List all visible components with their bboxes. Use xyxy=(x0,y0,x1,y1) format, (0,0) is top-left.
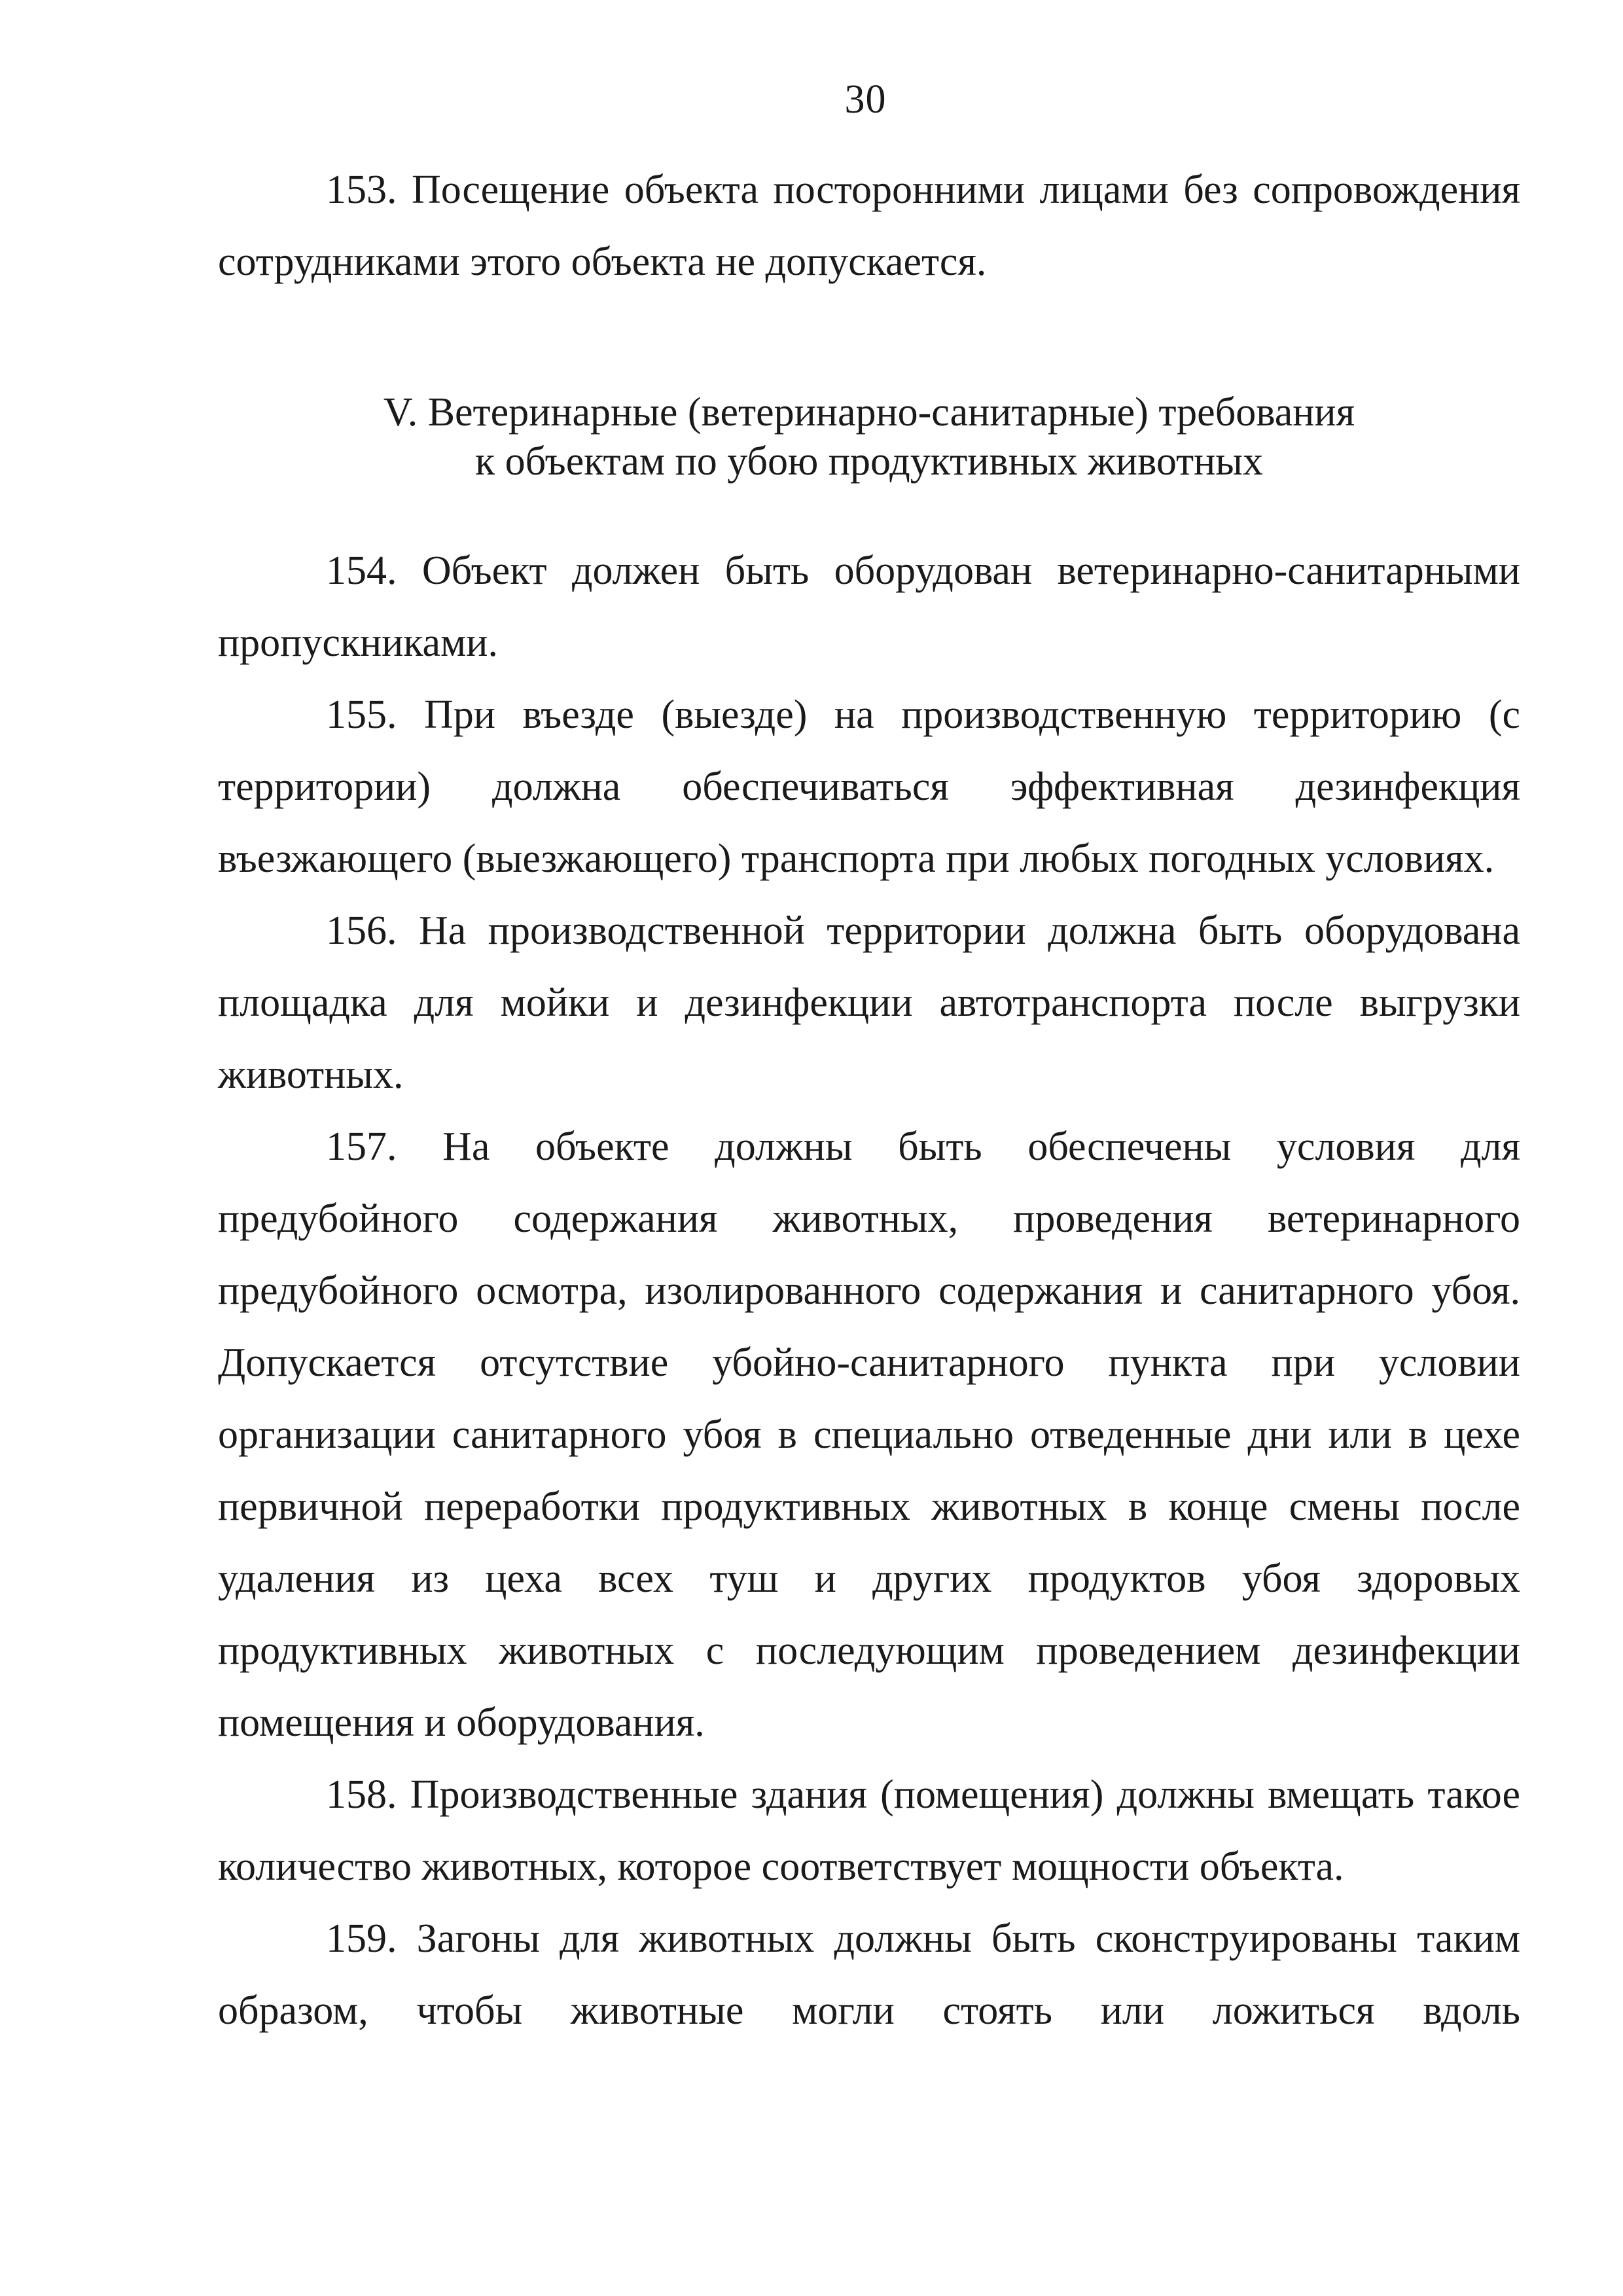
paragraph-153: 153. Посещение объекта посторонними лицами без сопровождения сотрудниками этого объекта не допускается. xyxy=(218,168,1520,284)
section-iv-tail xyxy=(218,154,1520,298)
section-heading-line-2: к объектам по убою продуктивных животных xyxy=(475,439,1263,484)
paragraph-156: 156. На производственной территории должна быть оборудована площадка для мойки и дезинфекции автотранспорта после выгрузки животных. xyxy=(218,908,1520,1097)
paragraph-155: 155. При въезде (выезде) на производственную территорию (с территории) должна обеспечиваться эффективная дезинфекция въезжающего (выезжающего) транспорта при любых погодных условиях. xyxy=(218,692,1520,881)
paragraph-157: 157. На объекте должны быть обеспечены условия для предубойного содержания животных, проведения ветеринарного предубойного осмотра, изолированного содержания и санитарного убоя. Допускается отсутствие убойно-санитарного пункта при условии организации санитарного убоя в специально отведенные дни или в цехе первичной переработки продуктивных животных в конце смены после удаления из цеха всех туш и других продуктов убоя здоровых продуктивных животных с последующим проведением дезинфекции помещения и оборудования. xyxy=(218,1124,1520,1745)
paragraph-154: 154. Объект должен быть оборудован ветеринарно-санитарными пропускниками. xyxy=(218,548,1520,665)
section-v-body xyxy=(218,535,1520,2047)
page-number: 30 xyxy=(844,77,887,122)
section-heading xyxy=(218,388,1520,486)
paragraph-159: 159. Загоны для животных должны быть сконструированы таким образом, чтобы животные могли стоять или ложиться вдоль xyxy=(218,1916,1520,2033)
paragraph-158: 158. Производственные здания (помещения) должны вмещать такое количество животных, которое соответствует мощности объекта. xyxy=(218,1772,1520,1889)
section-heading-line-1: V. Ветеринарные (ветеринарно-санитарные) требования xyxy=(383,390,1355,435)
